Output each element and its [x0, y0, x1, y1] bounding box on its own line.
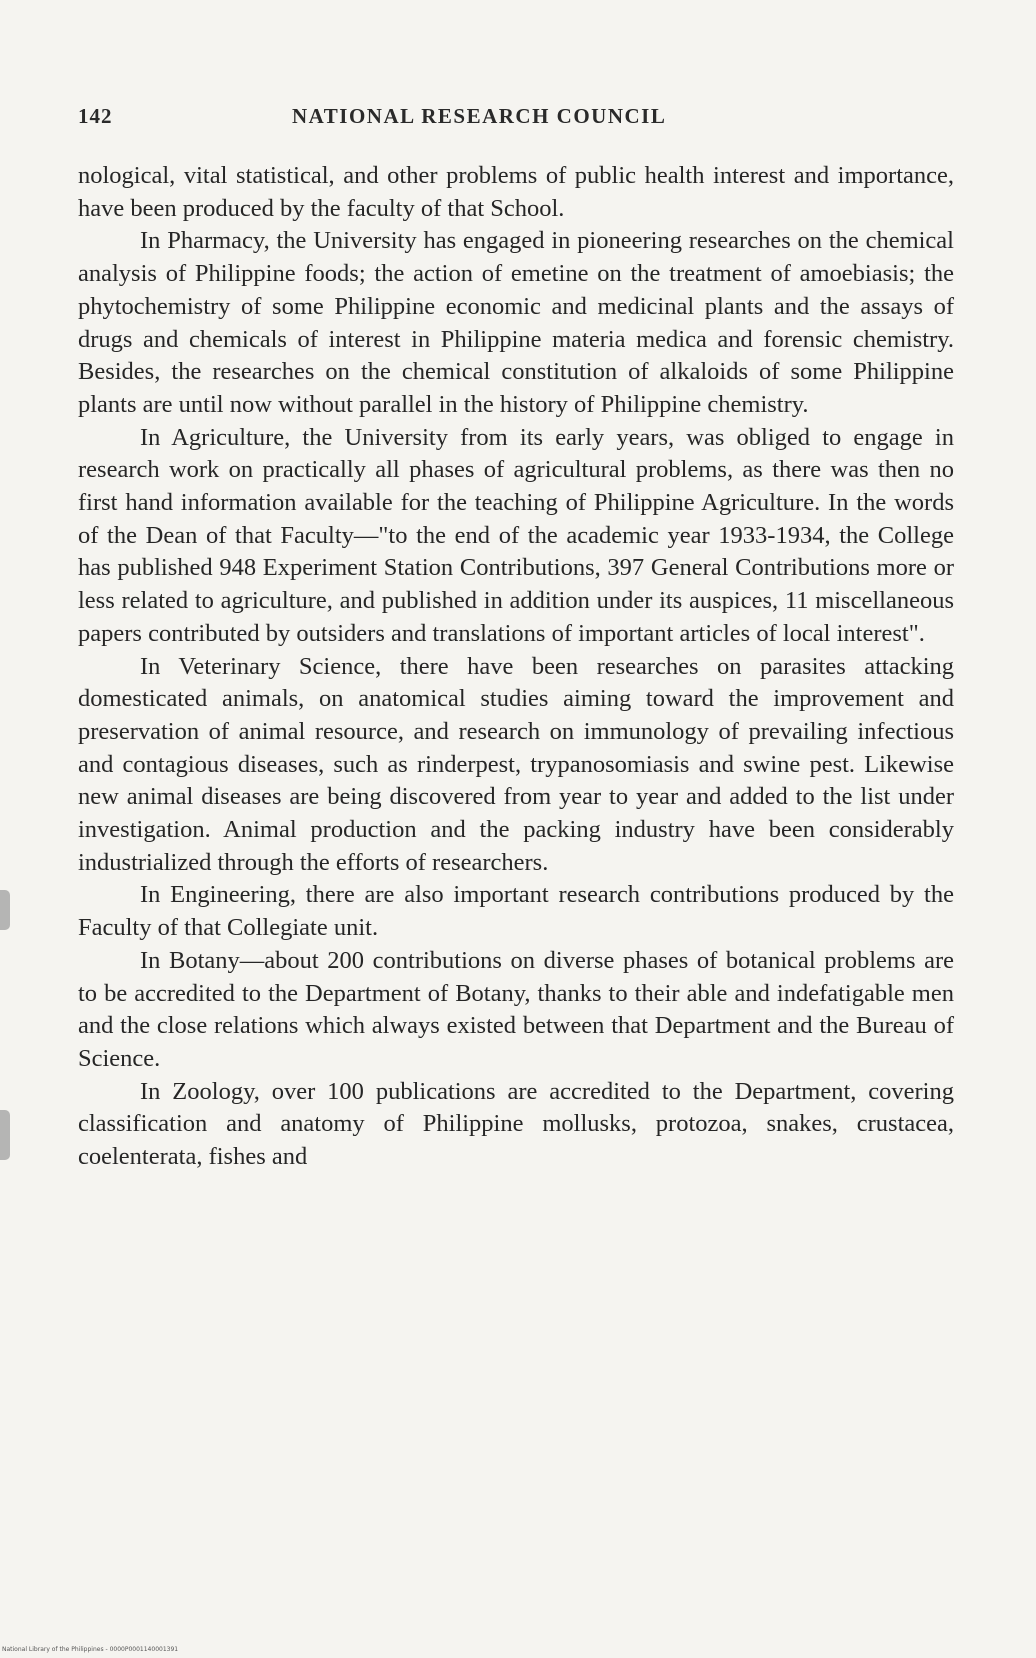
scan-footer: National Library of the Philippines - 0000P0001140001391	[2, 1646, 179, 1653]
body-text	[78, 160, 954, 1174]
paragraph-botany: In Botany—about 200 contributions on diverse phases of botanical problems are to be accredited to the Department of Botany, thanks to their able and indefatigable men and the close relations which always existed between that Department and the Bureau of Science.	[78, 946, 954, 1072]
paragraph-zoology: In Zoology, over 100 publications are accredited to the Department, covering classification and anatomy of Philippine mollusks, protozoa, snakes, crustacea, coelenterata, fishes and	[78, 1077, 954, 1171]
paragraph-agriculture: In Agriculture, the University from its early years, was obliged to engage in research work on practically all phases of agricultural problems, as there was then no first hand information available for the teaching of Philippine Agriculture. In the words of the Dean of that Faculty—"to the end of the academic year 1933-1934, the College has published 948 Experiment Station Contributions, 397 General Contributions more or less related to agriculture, and published in addition under its auspices, 11 miscellaneous papers contributed by outsiders and translations of important articles of local interest".	[78, 423, 954, 647]
paragraph-veterinary-science: In Veterinary Science, there have been researches on parasites attacking domesticated animals, on anatomical studies aiming toward the improvement and preservation of animal resource, and research on immunology of prevailing infectious and contagious diseases, such as rinderpest, trypanosomiasis and swine pest. Likewise new animal diseases are being discovered from year to year and added to the list under investigation. Animal production and the packing industry have been considerably industrialized through the efforts of researchers.	[78, 652, 954, 876]
footer-source: National Library of the Philippines	[2, 1646, 104, 1653]
paragraph-continuation: nological, vital statistical, and other problems of public health interest and importance, have been produced by the faculty of that School.	[78, 162, 954, 222]
footer-id: 0000P0001140001391	[109, 1646, 179, 1653]
paragraph-pharmacy: In Pharmacy, the University has engaged in pioneering researches on the chemical analysis of Philippine foods; the action of emetine on the treatment of amoebiasis; the phytochemistry of some Philippine economic and medicinal plants and the assays of drugs and chemicals of interest in Philippine materia medica and forensic chemistry. Besides, the researches on the chemical constitution of alkaloids of some Philippine plants are until now without parallel in the history of Philippine chemistry.	[78, 227, 954, 418]
margin-binding-mark-upper	[0, 890, 10, 930]
page-header	[78, 100, 954, 134]
paragraph-engineering: In Engineering, there are also important research contributions produced by the Faculty of that Collegiate unit.	[78, 881, 954, 942]
page-number: 142	[78, 104, 113, 128]
running-head: NATIONAL RESEARCH COUNCIL	[292, 104, 667, 128]
margin-binding-mark-lower	[0, 1110, 10, 1160]
